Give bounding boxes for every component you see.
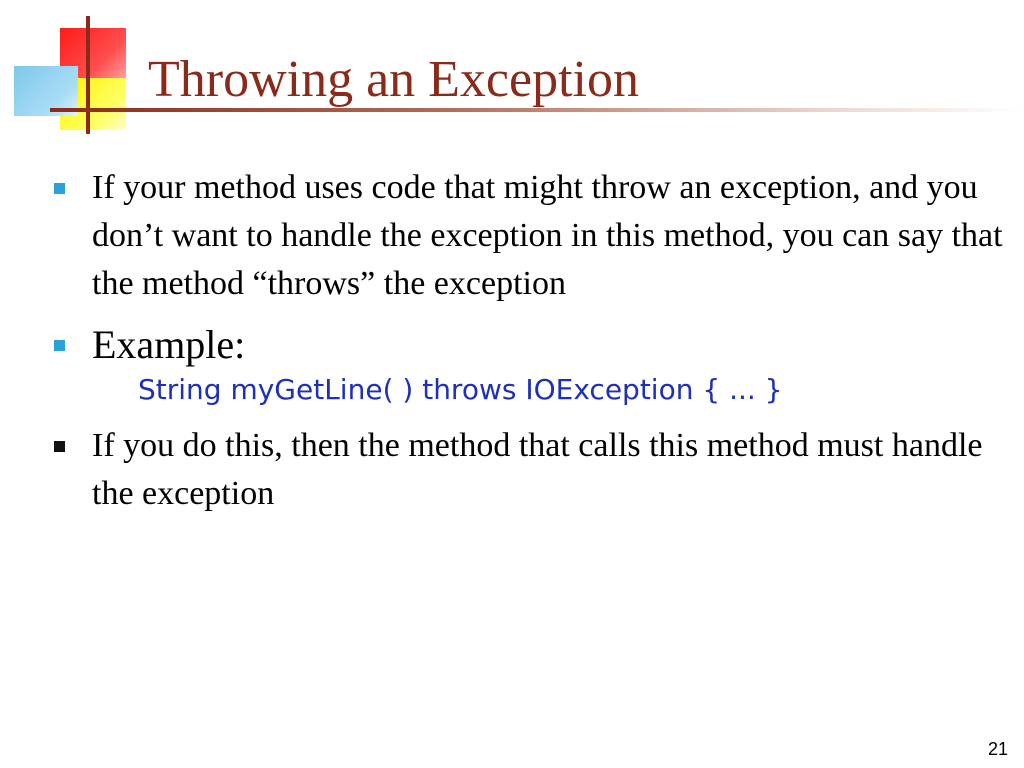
code-example: String myGetLine( ) throws IOException { ... } (138, 373, 783, 406)
logo-vertical-line (86, 16, 90, 134)
bullet-item (54, 164, 1004, 308)
slide-title: Throwing an Exception (148, 51, 639, 108)
bullet-item (54, 318, 1004, 372)
square-bullet-icon (54, 340, 65, 351)
page-number: 21 (987, 739, 1008, 759)
square-bullet-icon (54, 183, 65, 194)
bullet-text: Example: (92, 322, 246, 367)
square-bullet-icon (54, 441, 65, 452)
slide-logo (0, 0, 160, 140)
slide-content (54, 164, 1004, 518)
bullet-item (54, 422, 1004, 518)
title-underline (50, 108, 1024, 112)
bullet-text: If your method uses code that might throw an exception, and you don’t want to handle the exception in this method, you can say that the method “throws” the exception (92, 169, 1003, 302)
bullet-text: If you do this, then the method that calls this method must handle the exception (92, 427, 983, 512)
